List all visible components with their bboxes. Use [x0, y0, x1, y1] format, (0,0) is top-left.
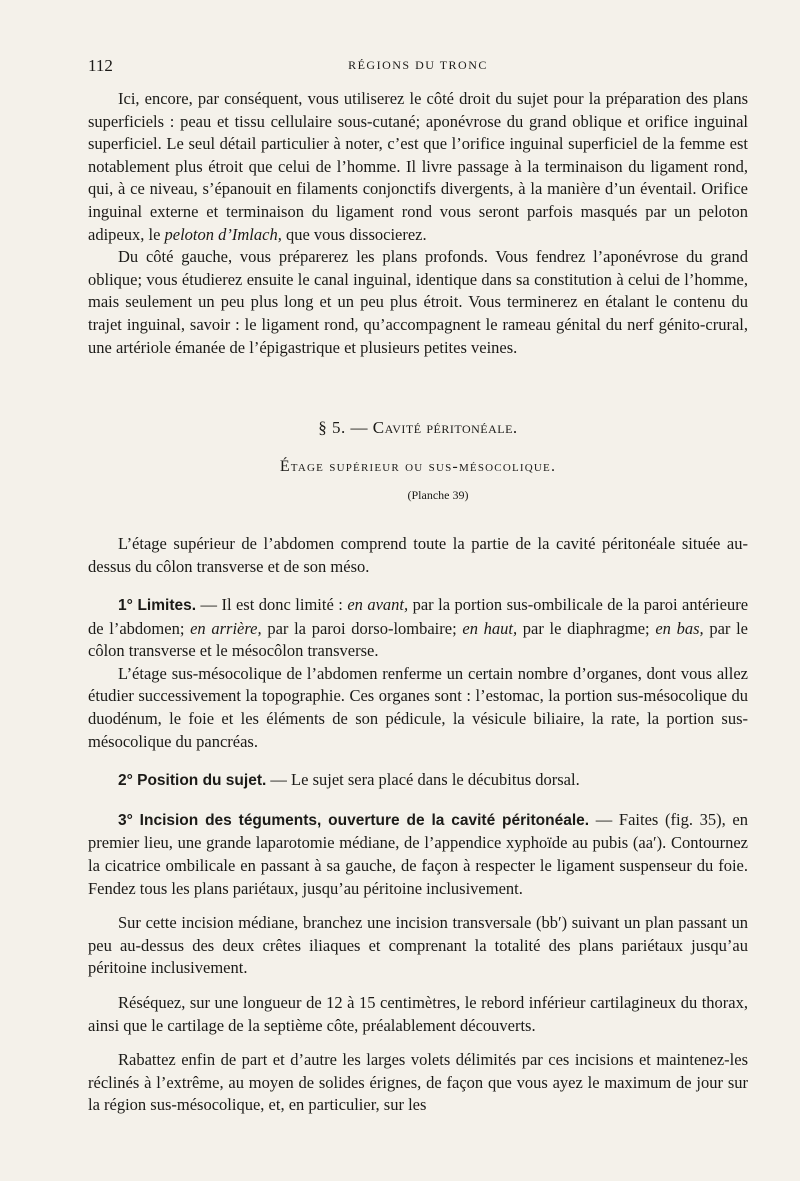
subsection-title: Étage supérieur ou sus-mésocolique.	[279, 457, 557, 475]
page-body	[88, 88, 748, 1117]
plate-reference: (Planche 39)	[407, 488, 469, 503]
running-head: RÉGIONS DU TRONC	[348, 58, 488, 72]
section-title	[88, 417, 748, 440]
position-heading: 2° Position du sujet.	[118, 772, 267, 790]
italic-term: en haut,	[462, 618, 518, 638]
paragraph-right-side	[88, 88, 748, 246]
resection-paragraph: Réséquez, sur une longueur de 12 à 15 centimètres, le rebord inférieur cartilagineux du thorax, ainsi que le cartilage de la septième côte, préalablement découverts.	[88, 993, 748, 1035]
page-header	[88, 56, 748, 80]
paragraph-text: — Le sujet sera placé dans le décubitus dorsal.	[266, 770, 580, 790]
italic-term: en avant,	[347, 595, 409, 615]
incision-heading: 3° Incision des téguments, ouverture de la cavité péritonéale.	[118, 811, 590, 829]
paragraph-text: par le côlon transverse et le mésocôlon transverse.	[88, 618, 748, 661]
retraction-paragraph: Rabattez enfin de part et d’autre les larges volets délimités par ces incisions et maintenez-les réclinés à l’extrême, au moyen de solides érignes, de façon que vous ayez le maximum de jour sur la région sus-mésocolique, et, en particulier, sur les	[88, 1050, 748, 1115]
paragraph-text: par le diaphragme;	[517, 618, 656, 638]
organs-paragraph: L’étage sus-mésocolique de l’abdomen renferme un certain nombre d’organes, dont vous allez étudier successivement la topographie. Ces organes sont : l’estomac, la portion sus-mésocolique du duodénum, le foie et les éléments de son pédicule, la vésicule biliaire, la rate, la portion sus-mésocolique du pancréas.	[88, 663, 748, 751]
italic-term: en arrière,	[190, 618, 262, 638]
paragraph-text: que vous dissocierez.	[281, 224, 427, 244]
incision-paragraph	[88, 809, 748, 900]
paragraph-text: par la portion sus-ombilicale de la paroi antérieure de l’abdomen;	[88, 595, 749, 638]
italic-term: peloton d’Imlach,	[164, 224, 282, 244]
intro-paragraph: L’étage supérieur de l’abdomen comprend toute la partie de la cavité péritonéale située au-dessus du côlon transverse et de son méso.	[88, 533, 748, 576]
paragraph-text: Ici, encore, par conséquent, vous utiliserez le côté droit du sujet pour la préparation des plans superficiels : peau et tissu cellulaire sous-cutané; aponévrose du grand oblique et orifice inguinal superficiel. Le seul détail particulier à noter, c’est que l’orifice inguinal superficiel de la femme est notablement plus étroit que celui de l’homme. Il livre passage à la terminaison du ligament rond, qui, à ce niveau, s’épanouit en filaments conjonctifs divergents, à la manière d’un éventail. Orifice inguinal externe et terminaison du ligament rond vous seront parfois masqués par un peloton adipeux, le	[88, 89, 748, 244]
italic-term: en bas,	[655, 618, 704, 638]
section-number: § 5. —	[318, 418, 373, 438]
limites-heading: 1° Limites.	[118, 597, 197, 615]
section-name: Cavité péritonéale.	[372, 418, 518, 438]
transverse-incision-paragraph: Sur cette incision médiane, branchez une incision transversale (bb′) suivant un plan passant un peu au-dessus des deux crêtes iliaques et comprenant la totalité des plans pariétaux jusqu’au péritoine inclusivement.	[88, 913, 748, 978]
limites-paragraph	[88, 594, 748, 663]
paragraph-text: — Il est donc limité :	[196, 595, 348, 615]
page-number: 112	[88, 56, 113, 75]
paragraph-text: par la paroi dorso-lombaire;	[261, 618, 463, 638]
position-paragraph	[88, 769, 748, 793]
paragraph-text: — Faites (fig. 35), en premier lieu, une grande laparotomie médiane, de l’appendice xyphoïde au pubis (aa′). Contournez la cicatrice ombilicale en passant à sa gauche, de façon à respecter le ligament suspenseur du foie. Fendez tous les plans pariétaux, jusqu’au péritoine inclusivement.	[88, 809, 748, 898]
paragraph-left-side: Du côté gauche, vous préparerez les plans profonds. Vous fendrez l’aponévrose du grand oblique; vous étudierez ensuite le canal inguinal, identique dans sa constitution à celui de l’homme, mais seulement un peu plus long et un peu plus étroit. Vous terminerez en étalant le contenu du trajet inguinal, savoir : le ligament rond, qu’accompagnent le rameau génital du nerf génito-crural, une artériole émanée de l’épigastrique et plusieurs petites veines.	[88, 247, 748, 357]
